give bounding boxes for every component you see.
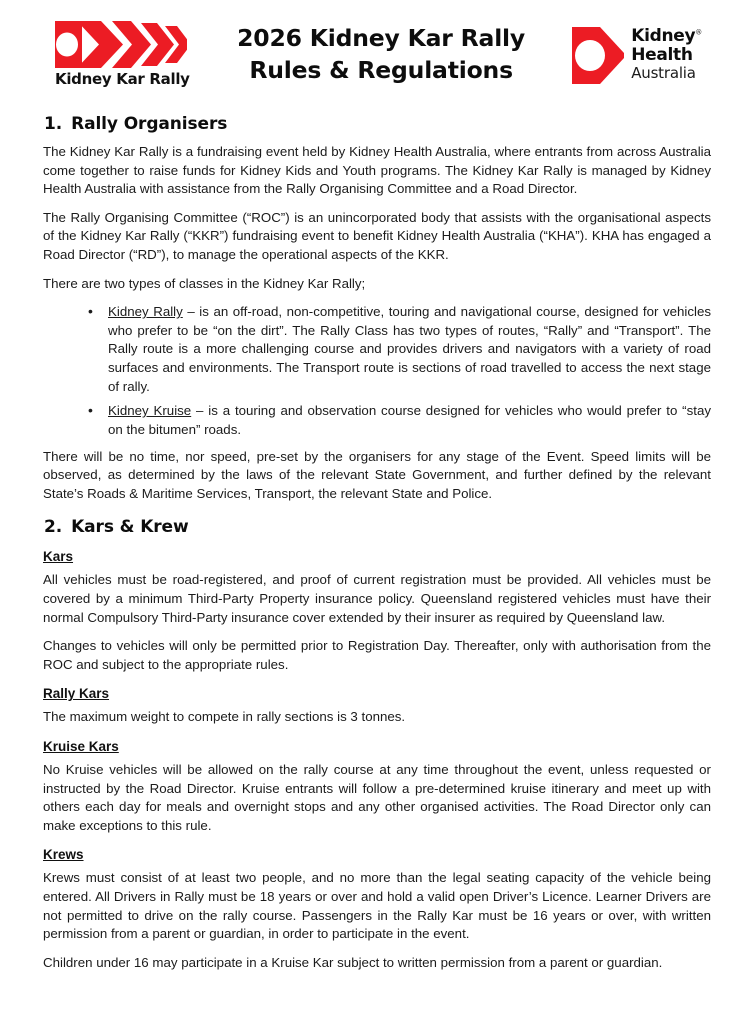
kha-k-mark-icon bbox=[572, 27, 624, 84]
section-title: Kars & Krew bbox=[71, 517, 189, 538]
kidney-kar-rally-wordmark: Kidney Kar Rally bbox=[55, 69, 190, 88]
kidney-kar-rally-mark-icon bbox=[55, 21, 187, 68]
kha-line-kidney: Kidney® bbox=[631, 25, 702, 46]
kidney-health-australia-k-icon bbox=[572, 27, 624, 84]
rally-class-list bbox=[42, 303, 711, 439]
paragraph: All vehicles must be road-registered, and proof of current registration must be provided. All vehicles must be covered by a minimum Third-Party Property insurance policy. Queensland registered vehicles must have their normal Compulsory Third-Party insurance cover extended by their insurer as required by Queensland law. bbox=[43, 572, 711, 625]
page-title bbox=[196, 22, 566, 87]
paragraph: The Kidney Kar Rally is a fundraising event held by Kidney Health Australia, where entrants from across Australia come together to raise funds for Kidney Kids and Youth programs. The Kidney Kar Rally is managed by Kidney Health Australia with assistance from the Rally Organising Committee and a Road Director. bbox=[43, 144, 711, 197]
paragraph: There are two types of classes in the Kidney Kar Rally; bbox=[43, 275, 366, 291]
registered-trademark-icon: ® bbox=[695, 27, 702, 36]
list-item bbox=[88, 303, 711, 396]
subsection-heading-kars: Kars bbox=[43, 549, 74, 565]
list-item-text: – is a touring and observation course designed for vehicles who would prefer to “stay on the bitumen” roads. bbox=[108, 403, 711, 437]
paragraph: Children under 16 may participate in a Kruise Kar subject to written permission from a parent or guardian. bbox=[43, 954, 663, 970]
document-body bbox=[41, 114, 712, 973]
subsection-heading-rally-kars: Rally Kars bbox=[43, 686, 110, 702]
list-item bbox=[88, 402, 711, 439]
list-item-term: Kidney Kruise bbox=[108, 403, 192, 419]
kha-line-australia: Australia bbox=[631, 63, 696, 82]
kidney-health-australia-logo bbox=[572, 25, 702, 84]
paragraph: Changes to vehicles will only be permitted prior to Registration Day. Thereafter, only with authorisation from the ROC and subject to the appropriate rules. bbox=[43, 638, 711, 672]
paragraph: The maximum weight to compete in rally sections is 3 tonnes. bbox=[43, 709, 406, 725]
paragraph: No Kruise vehicles will be allowed on the rally course at any time throughout the event, unless requested or instructed by the Road Director. Kruise entrants will follow a pre-determined kruise itinerary and meet up with others each day for meals and overnight stops and any other organised activities. The Road Director only can make exceptions to this rule. bbox=[43, 762, 711, 833]
section-heading-rally-organisers bbox=[42, 114, 711, 134]
paragraph: There will be no time, nor speed, pre-set by the organisers for any stage of the Event. Speed limits will be observed, as determined by the laws of the relevant State Government, and further defined by the relevant State’s Roads & Maritime Services, Transport, the relevant State and Police. bbox=[43, 448, 711, 501]
section-title: Rally Organisers bbox=[71, 114, 228, 134]
subsection-heading-krews: Krews bbox=[43, 847, 84, 863]
page-title-line-1: 2026 Kidney Kar Rally bbox=[237, 23, 526, 52]
section-heading-kars-and-krew bbox=[42, 517, 711, 537]
list-item-term: Kidney Rally bbox=[108, 304, 183, 320]
document-header bbox=[41, 0, 712, 100]
paragraph: The Rally Organising Committee (“ROC”) is an unincorporated body that assists with the organisational aspects of the Kidney Kar Rally (“KKR”) fundraising event to benefit Kidney Health Australia (“KHA”). KHA has engaged a Road Director (“RD”), to manage the operational aspects of the KKR. bbox=[43, 209, 711, 263]
section-number: 2. bbox=[44, 517, 63, 538]
paragraph: Krews must consist of at least two people, and no more than the legal seating capacity of the vehicle being entered. All Drivers in Rally must be 18 years or over and hold a valid open Driver’s Licence. Learner Drivers are not permitted to drive on the rally course. Passengers in the Rally Kar must be 16 years or over, with written permission from a parent or guardian, in order to participate in the event. bbox=[43, 870, 711, 942]
kha-line-health: Health bbox=[631, 44, 693, 65]
section-number: 1. bbox=[44, 114, 63, 134]
kidney-kar-rally-logo bbox=[55, 21, 190, 88]
page-title-line-2: Rules & Regulations bbox=[249, 56, 513, 84]
kidney-health-australia-wordmark bbox=[631, 25, 702, 81]
kkr-chevrons-icon bbox=[55, 21, 187, 68]
list-item-text: – is an off-road, non-competitive, touring and navigational course, designed for vehicles who prefer to be “on the dirt”. The Rally Class has two types of routes, “Rally” and “Transport”. The Rally route is a more challenging course and provides drivers and navigators with a variety of road surfaces and environments. The Transport route is sections of road travelled to access the next stage of rally. bbox=[108, 304, 712, 394]
subsection-heading-kruise-kars: Kruise Kars bbox=[43, 739, 119, 755]
